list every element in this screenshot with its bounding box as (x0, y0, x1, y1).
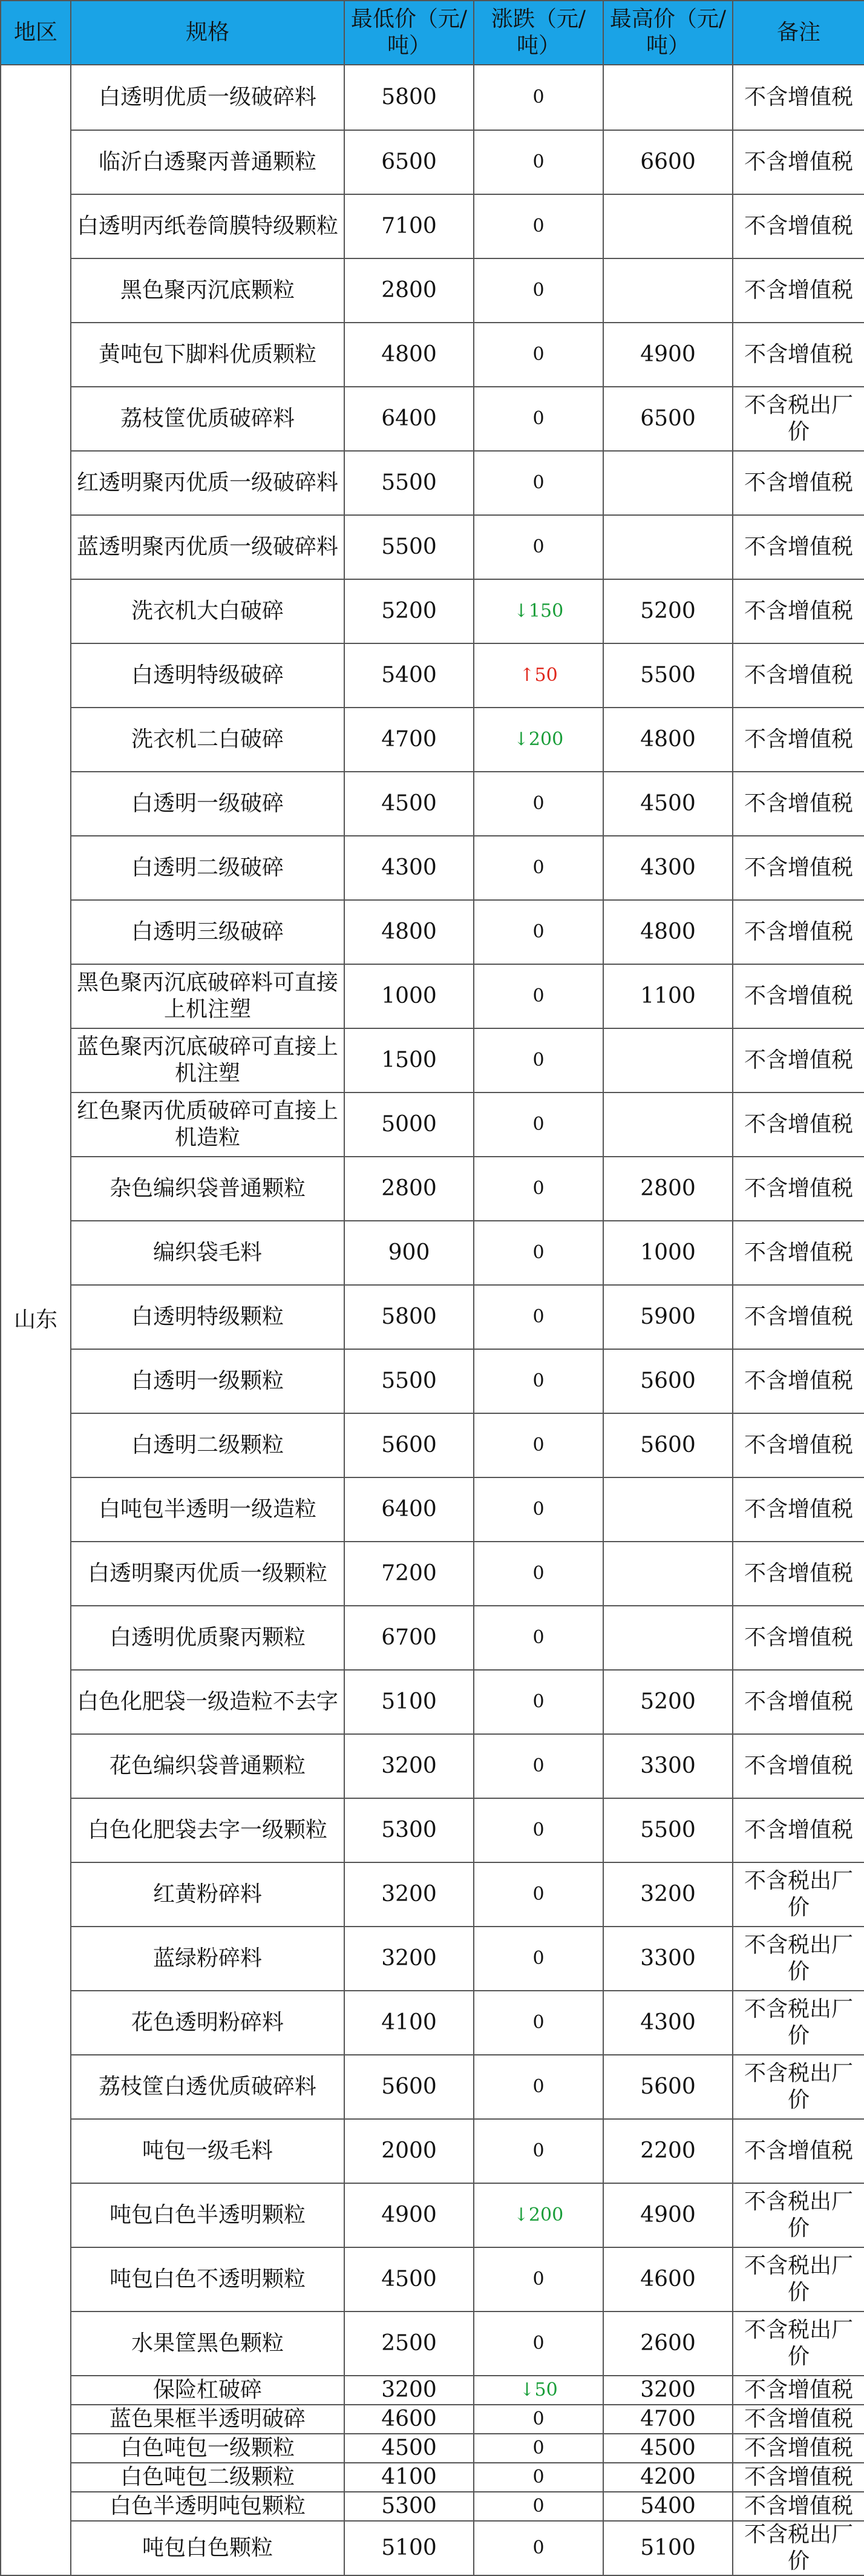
change-cell: ↓200 (474, 708, 603, 772)
spec-cell: 杂色编织袋普通颗粒 (71, 1157, 344, 1221)
change-cell: 0 (474, 1798, 603, 1862)
max-price-cell: 5100 (603, 2521, 733, 2575)
spec-cell: 编织袋毛料 (71, 1221, 344, 1285)
table-row (1, 2183, 864, 2247)
spec-cell: 红透明聚丙优质一级破碎料 (71, 451, 344, 515)
table-row (1, 2376, 864, 2405)
spec-cell: 花色透明粉碎料 (71, 1991, 344, 2055)
table-body (1, 65, 864, 2575)
note-cell: 不含税出厂价 (733, 2521, 864, 2575)
table-row (1, 1927, 864, 1991)
spec-cell: 白透明一级破碎 (71, 772, 344, 836)
min-price-cell: 2800 (344, 258, 474, 323)
note-cell: 不含税出厂价 (733, 387, 864, 451)
change-cell: 0 (474, 2247, 603, 2312)
max-price-cell (603, 1606, 733, 1670)
min-price-cell: 5000 (344, 1092, 474, 1157)
spec-cell: 白透明优质一级破碎料 (71, 65, 344, 130)
table-row (1, 2312, 864, 2376)
spec-cell: 白透明特级破碎 (71, 643, 344, 708)
change-cell: 0 (474, 1670, 603, 1734)
note-cell: 不含增值税 (733, 1798, 864, 1862)
table-row (1, 1413, 864, 1477)
note-cell: 不含增值税 (733, 1028, 864, 1092)
min-price-cell: 3200 (344, 1734, 474, 1798)
min-price-cell: 5800 (344, 1285, 474, 1349)
spec-cell: 黑色聚丙沉底破碎料可直接上机注塑 (71, 964, 344, 1028)
max-price-cell (603, 1092, 733, 1157)
change-cell: 0 (474, 1092, 603, 1157)
table-row (1, 836, 864, 900)
table-row (1, 130, 864, 194)
max-price-cell: 5500 (603, 1798, 733, 1862)
note-cell: 不含增值税 (733, 836, 864, 900)
change-cell: 0 (474, 1542, 603, 1606)
table-row (1, 1862, 864, 1927)
change-cell: 0 (474, 387, 603, 451)
max-price-cell: 4300 (603, 836, 733, 900)
spec-cell: 黄吨包下脚料优质颗粒 (71, 323, 344, 387)
table-row (1, 515, 864, 579)
note-cell: 不含增值税 (733, 900, 864, 964)
max-price-cell: 1100 (603, 964, 733, 1028)
note-cell: 不含增值税 (733, 1092, 864, 1157)
spec-cell: 荔枝筐优质破碎料 (71, 387, 344, 451)
spec-cell: 水果筐黑色颗粒 (71, 2312, 344, 2376)
note-cell: 不含增值税 (733, 194, 864, 258)
note-cell: 不含增值税 (733, 1734, 864, 1798)
max-price-cell: 5200 (603, 1670, 733, 1734)
table-row (1, 1285, 864, 1349)
change-cell: 0 (474, 2405, 603, 2434)
note-cell: 不含增值税 (733, 2376, 864, 2405)
change-cell: 0 (474, 130, 603, 194)
note-cell: 不含增值税 (733, 643, 864, 708)
min-price-cell: 5200 (344, 579, 474, 643)
min-price-cell: 4500 (344, 772, 474, 836)
spec-cell: 蓝色聚丙沉底破碎可直接上机注塑 (71, 1028, 344, 1092)
note-cell: 不含增值税 (733, 130, 864, 194)
min-price-cell: 2000 (344, 2119, 474, 2183)
min-price-cell: 7100 (344, 194, 474, 258)
table-row (1, 1991, 864, 2055)
spec-cell: 花色编织袋普通颗粒 (71, 1734, 344, 1798)
change-cell: 0 (474, 2521, 603, 2575)
change-cell: 0 (474, 1413, 603, 1477)
max-price-cell: 2800 (603, 1157, 733, 1221)
table-row (1, 643, 864, 708)
min-price-cell: 4500 (344, 2434, 474, 2463)
min-price-cell: 4300 (344, 836, 474, 900)
min-price-cell: 5600 (344, 2055, 474, 2119)
spec-cell: 白透明聚丙优质一级颗粒 (71, 1542, 344, 1606)
table-row (1, 1670, 864, 1734)
table-row (1, 1606, 864, 1670)
note-cell: 不含增值税 (733, 964, 864, 1028)
change-cell: 0 (474, 1477, 603, 1542)
min-price-cell: 2500 (344, 2312, 474, 2376)
min-price-cell: 4100 (344, 1991, 474, 2055)
note-cell: 不含增值税 (733, 1349, 864, 1413)
max-price-cell (603, 451, 733, 515)
note-cell: 不含税出厂价 (733, 2183, 864, 2247)
max-price-cell (603, 1028, 733, 1092)
header-note: 备注 (733, 1, 864, 65)
note-cell: 不含增值税 (733, 2434, 864, 2463)
change-cell: 0 (474, 451, 603, 515)
table-row (1, 772, 864, 836)
note-cell: 不含增值税 (733, 708, 864, 772)
spec-cell: 白色吨包一级颗粒 (71, 2434, 344, 2463)
header-spec: 规格 (71, 1, 344, 65)
min-price-cell: 2800 (344, 1157, 474, 1221)
note-cell: 不含增值税 (733, 1477, 864, 1542)
change-cell: 0 (474, 194, 603, 258)
spec-cell: 吨包一级毛料 (71, 2119, 344, 2183)
max-price-cell (603, 1477, 733, 1542)
change-cell: 0 (474, 1285, 603, 1349)
table-row (1, 194, 864, 258)
table-row (1, 2405, 864, 2434)
change-cell: 0 (474, 2434, 603, 2463)
max-price-cell: 4800 (603, 708, 733, 772)
min-price-cell: 3200 (344, 2376, 474, 2405)
min-price-cell: 4500 (344, 2247, 474, 2312)
change-cell: 0 (474, 65, 603, 130)
spec-cell: 蓝透明聚丙优质一级破碎料 (71, 515, 344, 579)
note-cell: 不含增值税 (733, 1670, 864, 1734)
spec-cell: 白透明特级颗粒 (71, 1285, 344, 1349)
max-price-cell: 2200 (603, 2119, 733, 2183)
note-cell: 不含税出厂价 (733, 1862, 864, 1927)
note-cell: 不含增值税 (733, 2119, 864, 2183)
spec-cell: 白透明二级颗粒 (71, 1413, 344, 1477)
table-row (1, 2492, 864, 2521)
note-cell: 不含税出厂价 (733, 2312, 864, 2376)
change-cell: 0 (474, 1862, 603, 1927)
note-cell: 不含增值税 (733, 515, 864, 579)
max-price-cell: 2600 (603, 2312, 733, 2376)
change-cell: ↓200 (474, 2183, 603, 2247)
min-price-cell: 4800 (344, 900, 474, 964)
max-price-cell: 4800 (603, 900, 733, 964)
note-cell: 不含税出厂价 (733, 1927, 864, 1991)
spec-cell: 红黄粉碎料 (71, 1862, 344, 1927)
max-price-cell: 3200 (603, 1862, 733, 1927)
spec-cell: 白色化肥袋去字一级颗粒 (71, 1798, 344, 1862)
table-row (1, 579, 864, 643)
table-row (1, 1477, 864, 1542)
change-cell: 0 (474, 1606, 603, 1670)
min-price-cell: 4600 (344, 2405, 474, 2434)
table-row (1, 1349, 864, 1413)
note-cell: 不含增值税 (733, 65, 864, 130)
table-row (1, 708, 864, 772)
change-cell: ↓150 (474, 579, 603, 643)
min-price-cell: 5500 (344, 1349, 474, 1413)
min-price-cell: 5800 (344, 65, 474, 130)
note-cell: 不含增值税 (733, 1285, 864, 1349)
min-price-cell: 5300 (344, 1798, 474, 1862)
min-price-cell: 6700 (344, 1606, 474, 1670)
spec-cell: 蓝色果框半透明破碎 (71, 2405, 344, 2434)
min-price-cell: 4900 (344, 2183, 474, 2247)
min-price-cell: 1500 (344, 1028, 474, 1092)
header-min-price: 最低价（元/吨） (344, 1, 474, 65)
spec-cell: 白透明二级破碎 (71, 836, 344, 900)
note-cell: 不含增值税 (733, 2405, 864, 2434)
table-row (1, 900, 864, 964)
max-price-cell: 5500 (603, 643, 733, 708)
spec-cell: 洗衣机二白破碎 (71, 708, 344, 772)
change-cell: 0 (474, 515, 603, 579)
spec-cell: 黑色聚丙沉底颗粒 (71, 258, 344, 323)
max-price-cell: 4700 (603, 2405, 733, 2434)
table-row (1, 387, 864, 451)
change-cell: 0 (474, 836, 603, 900)
note-cell: 不含税出厂价 (733, 2055, 864, 2119)
change-cell: 0 (474, 1028, 603, 1092)
spec-cell: 白透明三级破碎 (71, 900, 344, 964)
max-price-cell (603, 258, 733, 323)
change-cell: 0 (474, 2119, 603, 2183)
max-price-cell: 4500 (603, 2434, 733, 2463)
change-cell: 0 (474, 1157, 603, 1221)
note-cell: 不含税出厂价 (733, 1991, 864, 2055)
spec-cell: 吨包白色颗粒 (71, 2521, 344, 2575)
max-price-cell (603, 515, 733, 579)
table-row (1, 258, 864, 323)
table-row (1, 1028, 864, 1092)
min-price-cell: 5500 (344, 515, 474, 579)
header-change: 涨跌（元/吨） (474, 1, 603, 65)
note-cell: 不含增值税 (733, 2492, 864, 2521)
spec-cell: 吨包白色不透明颗粒 (71, 2247, 344, 2312)
table-row (1, 1092, 864, 1157)
change-cell: 0 (474, 2312, 603, 2376)
max-price-cell: 4200 (603, 2463, 733, 2492)
spec-cell: 洗衣机大白破碎 (71, 579, 344, 643)
table-row (1, 1798, 864, 1862)
spec-cell: 白色吨包二级颗粒 (71, 2463, 344, 2492)
max-price-cell: 4900 (603, 2183, 733, 2247)
spec-cell: 临沂白透聚丙普通颗粒 (71, 130, 344, 194)
header-max-price: 最高价（元/吨） (603, 1, 733, 65)
max-price-cell: 3300 (603, 1734, 733, 1798)
max-price-cell: 4600 (603, 2247, 733, 2312)
max-price-cell (603, 194, 733, 258)
min-price-cell: 5400 (344, 643, 474, 708)
max-price-cell: 5600 (603, 1413, 733, 1477)
change-cell: ↑50 (474, 643, 603, 708)
note-cell: 不含增值税 (733, 323, 864, 387)
min-price-cell: 6400 (344, 1477, 474, 1542)
table-row (1, 2247, 864, 2312)
min-price-cell: 3200 (344, 1862, 474, 1927)
max-price-cell: 1000 (603, 1221, 733, 1285)
table-row (1, 1221, 864, 1285)
change-cell: 0 (474, 1349, 603, 1413)
spec-cell: 白透明优质聚丙颗粒 (71, 1606, 344, 1670)
table-row (1, 2521, 864, 2575)
table-row (1, 65, 864, 130)
spec-cell: 白吨包半透明一级造粒 (71, 1477, 344, 1542)
change-cell: ↓50 (474, 2376, 603, 2405)
max-price-cell: 3300 (603, 1927, 733, 1991)
note-cell: 不含增值税 (733, 772, 864, 836)
change-cell: 0 (474, 1734, 603, 1798)
min-price-cell: 5100 (344, 2521, 474, 2575)
table-row (1, 964, 864, 1028)
spec-cell: 白色半透明吨包颗粒 (71, 2492, 344, 2521)
min-price-cell: 6500 (344, 130, 474, 194)
change-cell: 0 (474, 964, 603, 1028)
min-price-cell: 5300 (344, 2492, 474, 2521)
spec-cell: 红色聚丙优质破碎可直接上机造粒 (71, 1092, 344, 1157)
table-row (1, 1734, 864, 1798)
table-row (1, 323, 864, 387)
spec-cell: 白色化肥袋一级造粒不去字 (71, 1670, 344, 1734)
note-cell: 不含税出厂价 (733, 2247, 864, 2312)
change-cell: 0 (474, 772, 603, 836)
region-cell: 山东 (1, 65, 71, 2575)
min-price-cell: 900 (344, 1221, 474, 1285)
change-cell: 0 (474, 1927, 603, 1991)
note-cell: 不含增值税 (733, 2463, 864, 2492)
min-price-cell: 5600 (344, 1413, 474, 1477)
table-row (1, 1542, 864, 1606)
change-cell: 0 (474, 2463, 603, 2492)
min-price-cell: 4100 (344, 2463, 474, 2492)
header-region: 地区 (1, 1, 71, 65)
spec-cell: 保险杠破碎 (71, 2376, 344, 2405)
min-price-cell: 7200 (344, 1542, 474, 1606)
change-cell: 0 (474, 2492, 603, 2521)
table-row (1, 451, 864, 515)
spec-cell: 白透明一级颗粒 (71, 1349, 344, 1413)
note-cell: 不含增值税 (733, 451, 864, 515)
spec-cell: 蓝绿粉碎料 (71, 1927, 344, 1991)
spec-cell: 白透明丙纸卷筒膜特级颗粒 (71, 194, 344, 258)
change-cell: 0 (474, 1221, 603, 1285)
max-price-cell: 4500 (603, 772, 733, 836)
max-price-cell: 3200 (603, 2376, 733, 2405)
note-cell: 不含增值税 (733, 1157, 864, 1221)
note-cell: 不含增值税 (733, 1413, 864, 1477)
max-price-cell: 5600 (603, 1349, 733, 1413)
max-price-cell: 5600 (603, 2055, 733, 2119)
max-price-cell (603, 1542, 733, 1606)
max-price-cell: 4300 (603, 1991, 733, 2055)
table-row (1, 2119, 864, 2183)
note-cell: 不含增值税 (733, 258, 864, 323)
min-price-cell: 4700 (344, 708, 474, 772)
min-price-cell: 1000 (344, 964, 474, 1028)
spec-cell: 荔枝筐白透优质破碎料 (71, 2055, 344, 2119)
change-cell: 0 (474, 258, 603, 323)
note-cell: 不含增值税 (733, 579, 864, 643)
table-header-row (1, 1, 864, 65)
min-price-cell: 5500 (344, 451, 474, 515)
max-price-cell: 4900 (603, 323, 733, 387)
table-row (1, 1157, 864, 1221)
note-cell: 不含增值税 (733, 1606, 864, 1670)
max-price-cell: 6500 (603, 387, 733, 451)
min-price-cell: 5100 (344, 1670, 474, 1734)
note-cell: 不含增值税 (733, 1221, 864, 1285)
max-price-cell: 5200 (603, 579, 733, 643)
table-row (1, 2434, 864, 2463)
note-cell: 不含增值税 (733, 1542, 864, 1606)
change-cell: 0 (474, 323, 603, 387)
change-cell: 0 (474, 2055, 603, 2119)
min-price-cell: 6400 (344, 387, 474, 451)
min-price-cell: 4800 (344, 323, 474, 387)
table-row (1, 2463, 864, 2492)
max-price-cell: 6600 (603, 130, 733, 194)
change-cell: 0 (474, 900, 603, 964)
change-cell: 0 (474, 1991, 603, 2055)
min-price-cell: 3200 (344, 1927, 474, 1991)
max-price-cell (603, 65, 733, 130)
spec-cell: 吨包白色半透明颗粒 (71, 2183, 344, 2247)
max-price-cell: 5900 (603, 1285, 733, 1349)
max-price-cell: 5400 (603, 2492, 733, 2521)
table-row (1, 2055, 864, 2119)
